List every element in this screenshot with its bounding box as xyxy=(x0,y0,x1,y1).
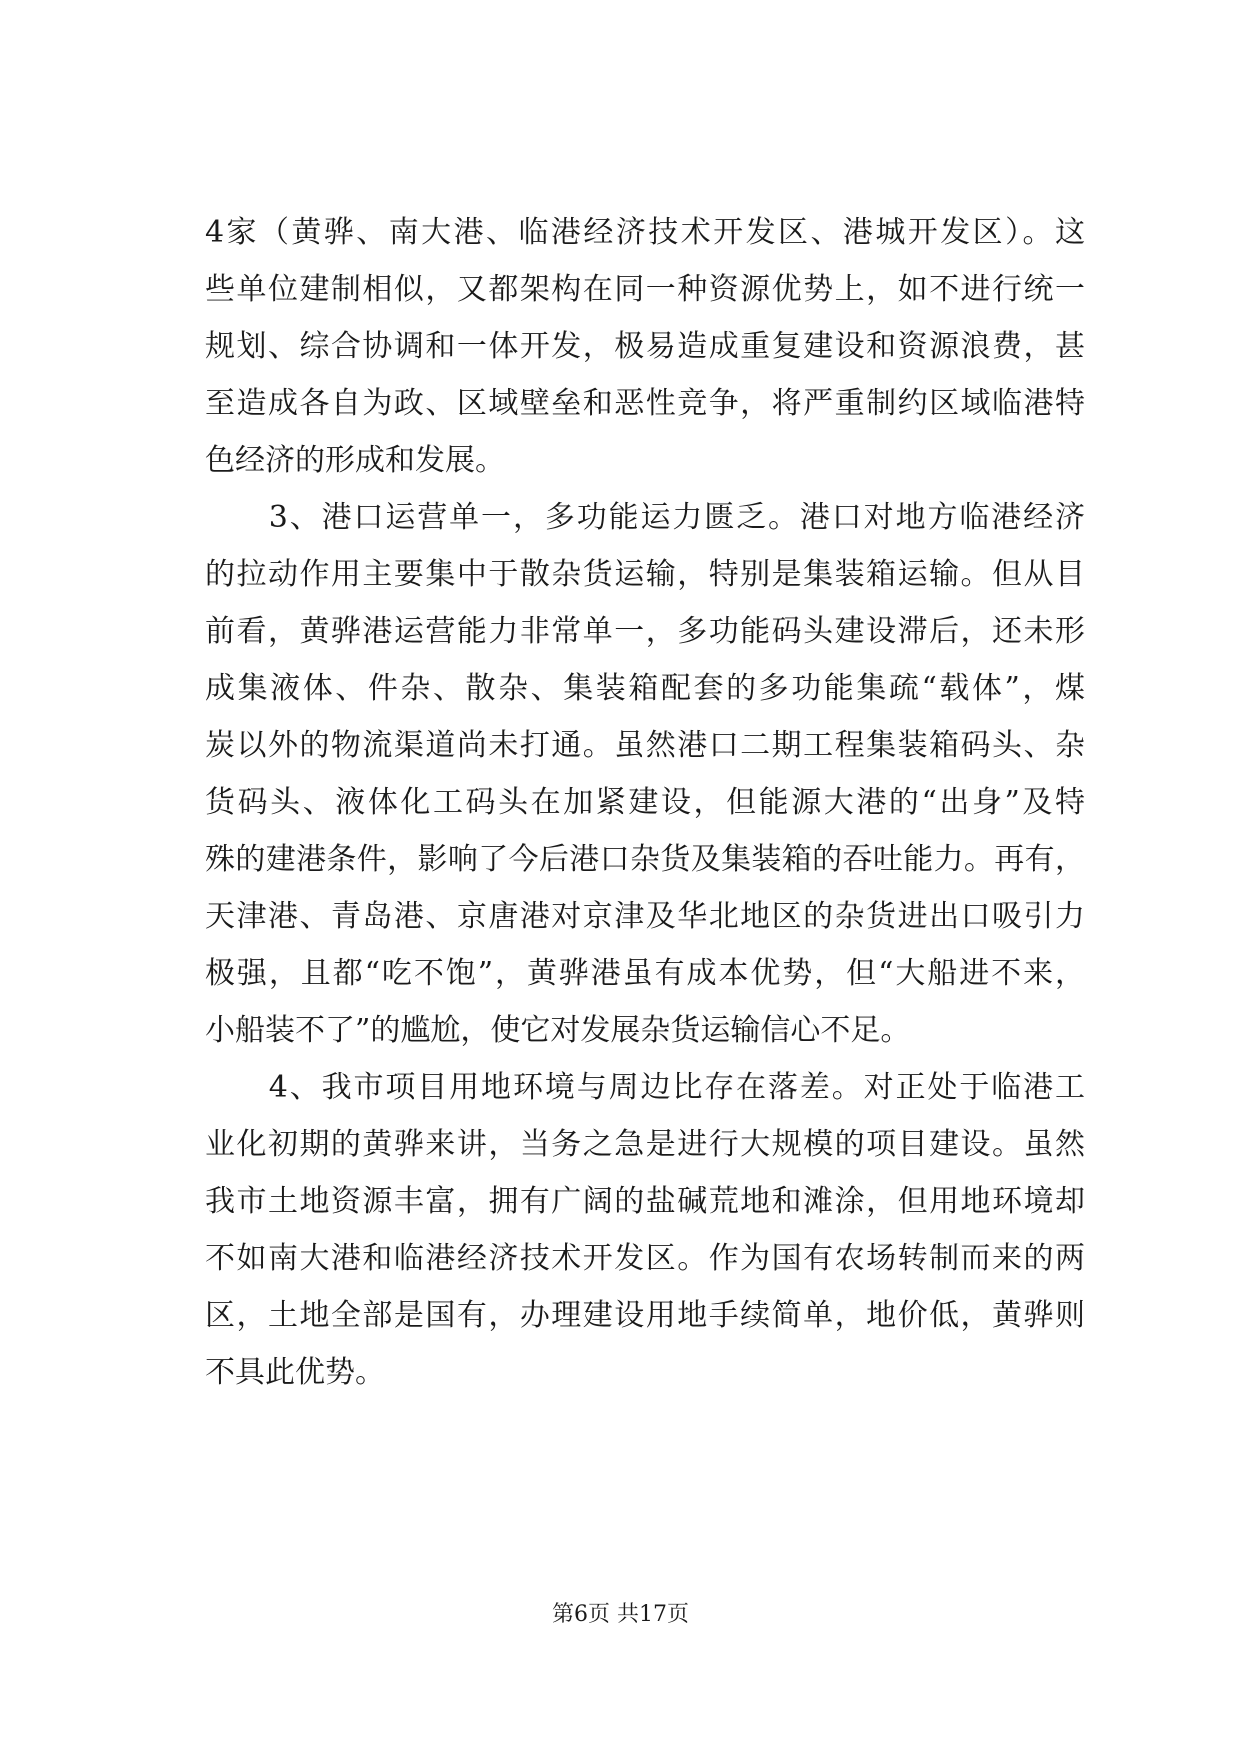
text-line-17: 业化初期的黄骅来讲，当务之急是进行大规模的项目建设。虽然 xyxy=(205,1127,1085,1162)
text-line-19: 不如南大港和临港经济技术开发区。作为国有农场转制而来的两 xyxy=(205,1241,1085,1276)
page-number-footer: 第6页 共17页 xyxy=(552,1602,689,1627)
text-line-10: 炭以外的物流渠道尚未打通。虽然港口二期工程集装箱码头、杂 xyxy=(205,728,1085,763)
text-line-14: 极强，且都“吃不饱”，黄骅港虽有成本优势，但“大船进不来， xyxy=(205,956,1085,991)
text-line-9: 成集液体、件杂、散杂、集装箱配套的多功能集疏“载体”，煤 xyxy=(205,671,1085,706)
text-line-16: 4、我市项目用地环境与周边比存在落差。对正处于临港工 xyxy=(205,1070,1085,1105)
text-line-18: 我市土地资源丰富，拥有广阔的盐碱荒地和滩涂，但用地环境却 xyxy=(205,1184,1085,1219)
text-line-5: 色经济的形成和发展。 xyxy=(205,443,505,478)
text-line-15: 小船装不了”的尴尬，使它对发展杂货运输信心不足。 xyxy=(205,1013,911,1048)
text-line-12: 殊的建港条件，影响了今后港口杂货及集装箱的吞吐能力。再有， xyxy=(205,842,1085,877)
text-line-8: 前看，黄骅港运营能力非常单一，多功能码头建设滞后，还未形 xyxy=(205,614,1085,649)
text-line-4: 至造成各自为政、区域壁垒和恶性竞争，将严重制约区域临港特 xyxy=(205,386,1085,421)
text-line-1: 4家（黄骅、南大港、临港经济技术开发区、港城开发区）。这 xyxy=(205,215,1085,250)
text-line-21: 不具此优势。 xyxy=(205,1355,385,1390)
text-line-6: 3、港口运营单一，多功能运力匮乏。港口对地方临港经济 xyxy=(205,500,1085,535)
text-line-11: 货码头、液体化工码头在加紧建设，但能源大港的“出身”及特 xyxy=(205,785,1085,820)
text-line-7: 的拉动作用主要集中于散杂货运输，特别是集装箱运输。但从目 xyxy=(205,557,1085,592)
text-line-3: 规划、综合协调和一体开发，极易造成重复建设和资源浪费，甚 xyxy=(205,329,1085,364)
text-line-2: 些单位建制相似，又都架构在同一种资源优势上，如不进行统一 xyxy=(205,272,1085,307)
text-line-13: 天津港、青岛港、京唐港对京津及华北地区的杂货进出口吸引力 xyxy=(205,899,1085,934)
text-line-20: 区，土地全部是国有，办理建设用地手续简单，地价低，黄骅则 xyxy=(205,1298,1085,1333)
